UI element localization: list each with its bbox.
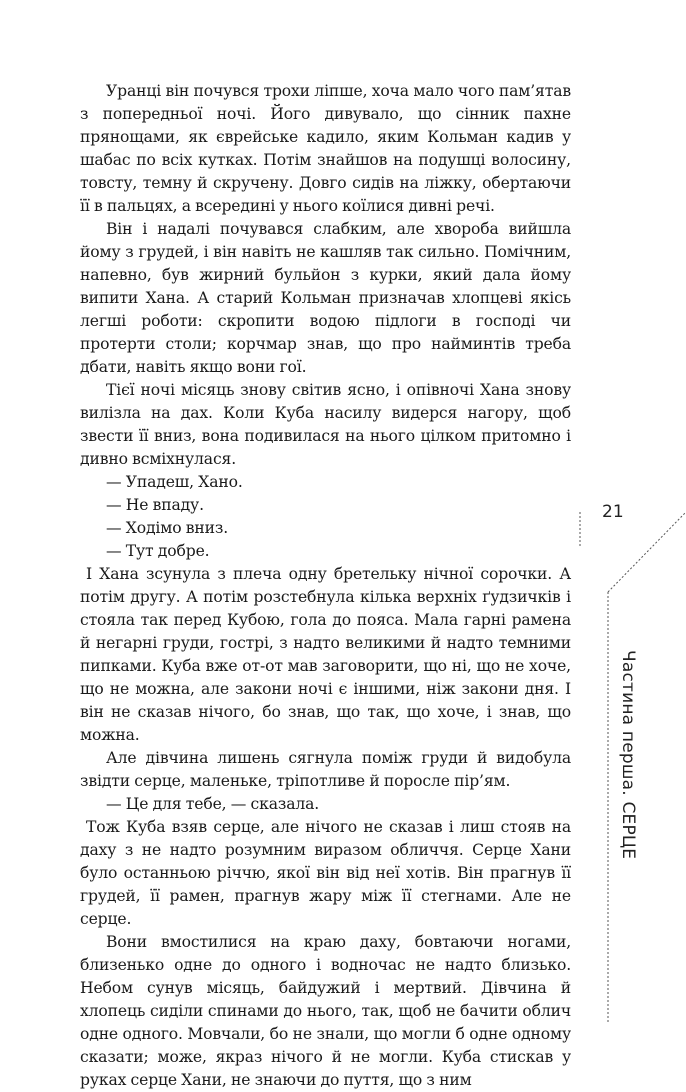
paragraph: І Хана зсунула з плеча одну бретельку нічної сорочки. А потім другу. А потім розстебнула кілька верхніх ґудзичків і стояла так перед Кубою, гола до пояса. Мала гарні рамена й негарні груди, гострі, з надто великими й надто темними пипками. Куба вже от-от мав заговорити, що ні, що не хоче, що не можна, але закони ночі є іншими, ніж закони дня. І він не сказав нічого, бо знав, що так, що хоче, і знав, що можна. (80, 565, 571, 744)
paragraph: Але дівчина лишень сягнула поміж груди й видобула звідти серце, маленьке, тріпотливе й поросле пір’ям. (80, 749, 571, 790)
paragraph: Уранці він почувся трохи ліпше, хоча мало чого пам’ятав з попередньої ночі. Його дивувало, що сінник пахне прянощами, як єврейське кадило, яким Кольман кадив у шабас по всіх кутках. Потім знайшов на подушці волосину, товсту, темну й скручену. Довго сидів на ліжку, обертаючи її в пальцях, а всередині у нього коїлися дивні речі. (80, 82, 571, 215)
paragraph: Він і надалі почувався слабким, але хвороба вийшла йому з грудей, і він навіть не кашляв так сильно. Помічним, напевно, був жирний бульйон з курки, який дала йому випити Хана. А старий Кольман призначав хлопцеві якісь легші роботи: скропити водою підлоги в господі чи протерти столи; корчмар знав, що про найминтів треба дбати, навіть якщо вони гої. (80, 220, 571, 376)
paragraph: Тож Куба взяв серце, але нічого не сказав і лиш стояв на даху з не надто розумним виразом обличчя. Серце Хани було останньою річчю, якої він від неї хотів. Він прагнув її грудей, її рамен, прагнув жару між її стегнами. Але не серце. (80, 818, 571, 928)
paragraph: Тієї ночі місяць знову світив ясно, і опівночі Хана знову вилізла на дах. Коли Куба насилу видерся нагору, щоб звести її вниз, вона подивилася на нього цілком притомно і дивно всміхнулася. (80, 381, 571, 468)
dialogue-line: — Це для тебе, — сказала. (106, 795, 320, 813)
running-head: Частина перша. СЕРЦЕ (618, 650, 638, 860)
dialogue-line: — Не впаду. (106, 496, 204, 514)
dialogue-line: — Ходімо вниз. (106, 519, 229, 537)
dialogue-line: — Упадеш, Хано. (106, 473, 243, 491)
dialogue-line: — Тут добре. (106, 542, 210, 560)
paragraph: Вони вмостилися на краю даху, бовтаючи ногами, близенько одне до одного і водночас не надто близько. Небом сунув місяць, байдужий і мертвий. Дівчина й хлопець сиділи спинами до нього, так, щоб не бачити облич одне одного. Мовчали, бо не знали, що могли б одне одному сказати; може, якраз нічого й не могли. Куба стискав у руках серце Хани, не знаючи до пуття, що з ним (80, 933, 571, 1089)
page-number: 21 (602, 502, 624, 522)
